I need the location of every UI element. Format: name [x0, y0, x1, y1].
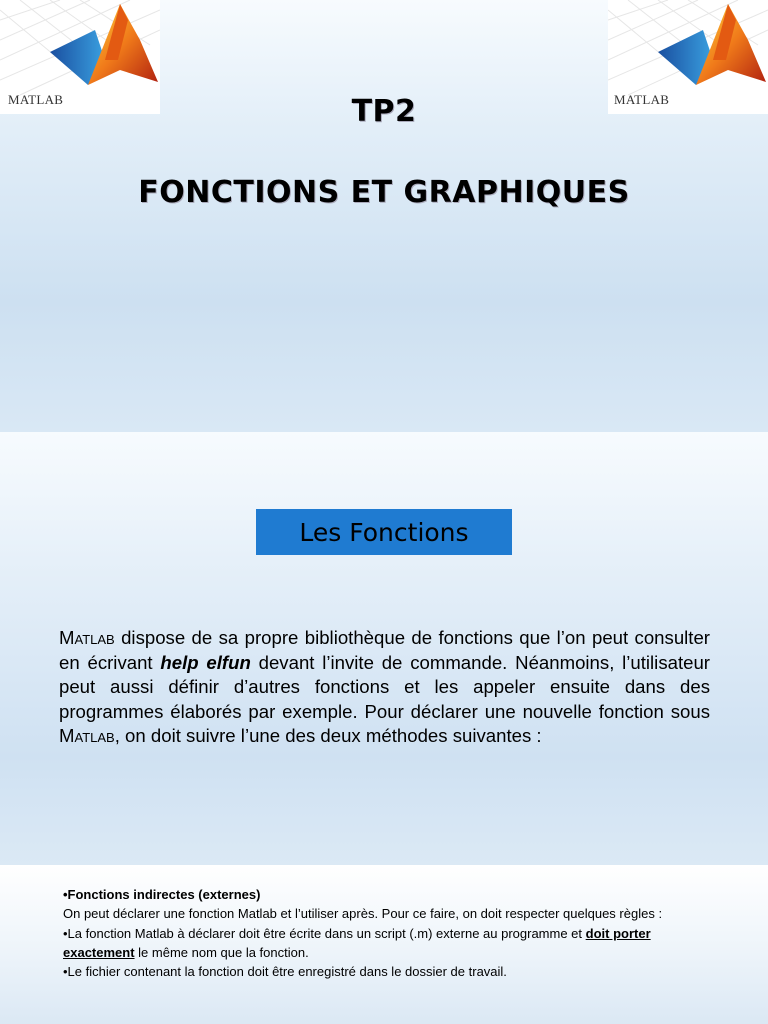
main-title-text: FONCTIONS ET GRAPHIQUES: [138, 175, 630, 210]
rule-item: •Le fichier contenant la fonction doit être enregistré dans le dossier de travail.: [63, 964, 507, 980]
title-slide: [0, 0, 768, 432]
tp-title: [0, 94, 768, 129]
rules-intro: On peut déclarer une fonction Matlab et l’utiliser après. Pour ce faire, on doit respecter quelques règles :: [63, 906, 663, 922]
tp-title-text: TP2: [351, 94, 417, 129]
matlab-logo-text: MATLAB: [614, 92, 670, 107]
matlab-name: Matlab: [59, 627, 115, 648]
paragraph-text: dispose de sa propre bibliothèque de fonctions que l’on peut consulter en écrivant: [59, 627, 710, 673]
main-title: [0, 175, 768, 210]
rule-item: [63, 924, 703, 963]
section-heading: Les Fonctions: [299, 517, 469, 547]
rule-text: •La fonction Matlab à déclarer doit être écrite dans un script (.m) externe au programme et: [63, 925, 586, 941]
rule-text: le même nom que la fonction.: [134, 944, 309, 960]
rules-slide: [0, 865, 768, 1024]
matlab-name: Matlab: [59, 725, 115, 746]
section-heading-box: [256, 509, 512, 555]
paragraph-text: devant l’invite de commande. Néanmoins, l’utilisateur peut aussi définir d’autres fonctions et les appeler ensuite dans des programmes élaborés par exemple. Pour déclarer une nouvelle fonction sous: [59, 651, 710, 722]
intro-paragraph: [59, 626, 710, 749]
functions-slide: [0, 432, 768, 865]
matlab-logo-text: MATLAB: [8, 92, 64, 107]
rules-list: [63, 885, 703, 981]
rule-emphasis: doit porter exactement: [63, 925, 651, 960]
bullet-heading: •Fonctions indirectes (externes): [63, 887, 261, 902]
paragraph-text: , on doit suivre l’une des deux méthodes suivantes :: [114, 725, 542, 746]
help-command: help elfun: [160, 651, 251, 673]
